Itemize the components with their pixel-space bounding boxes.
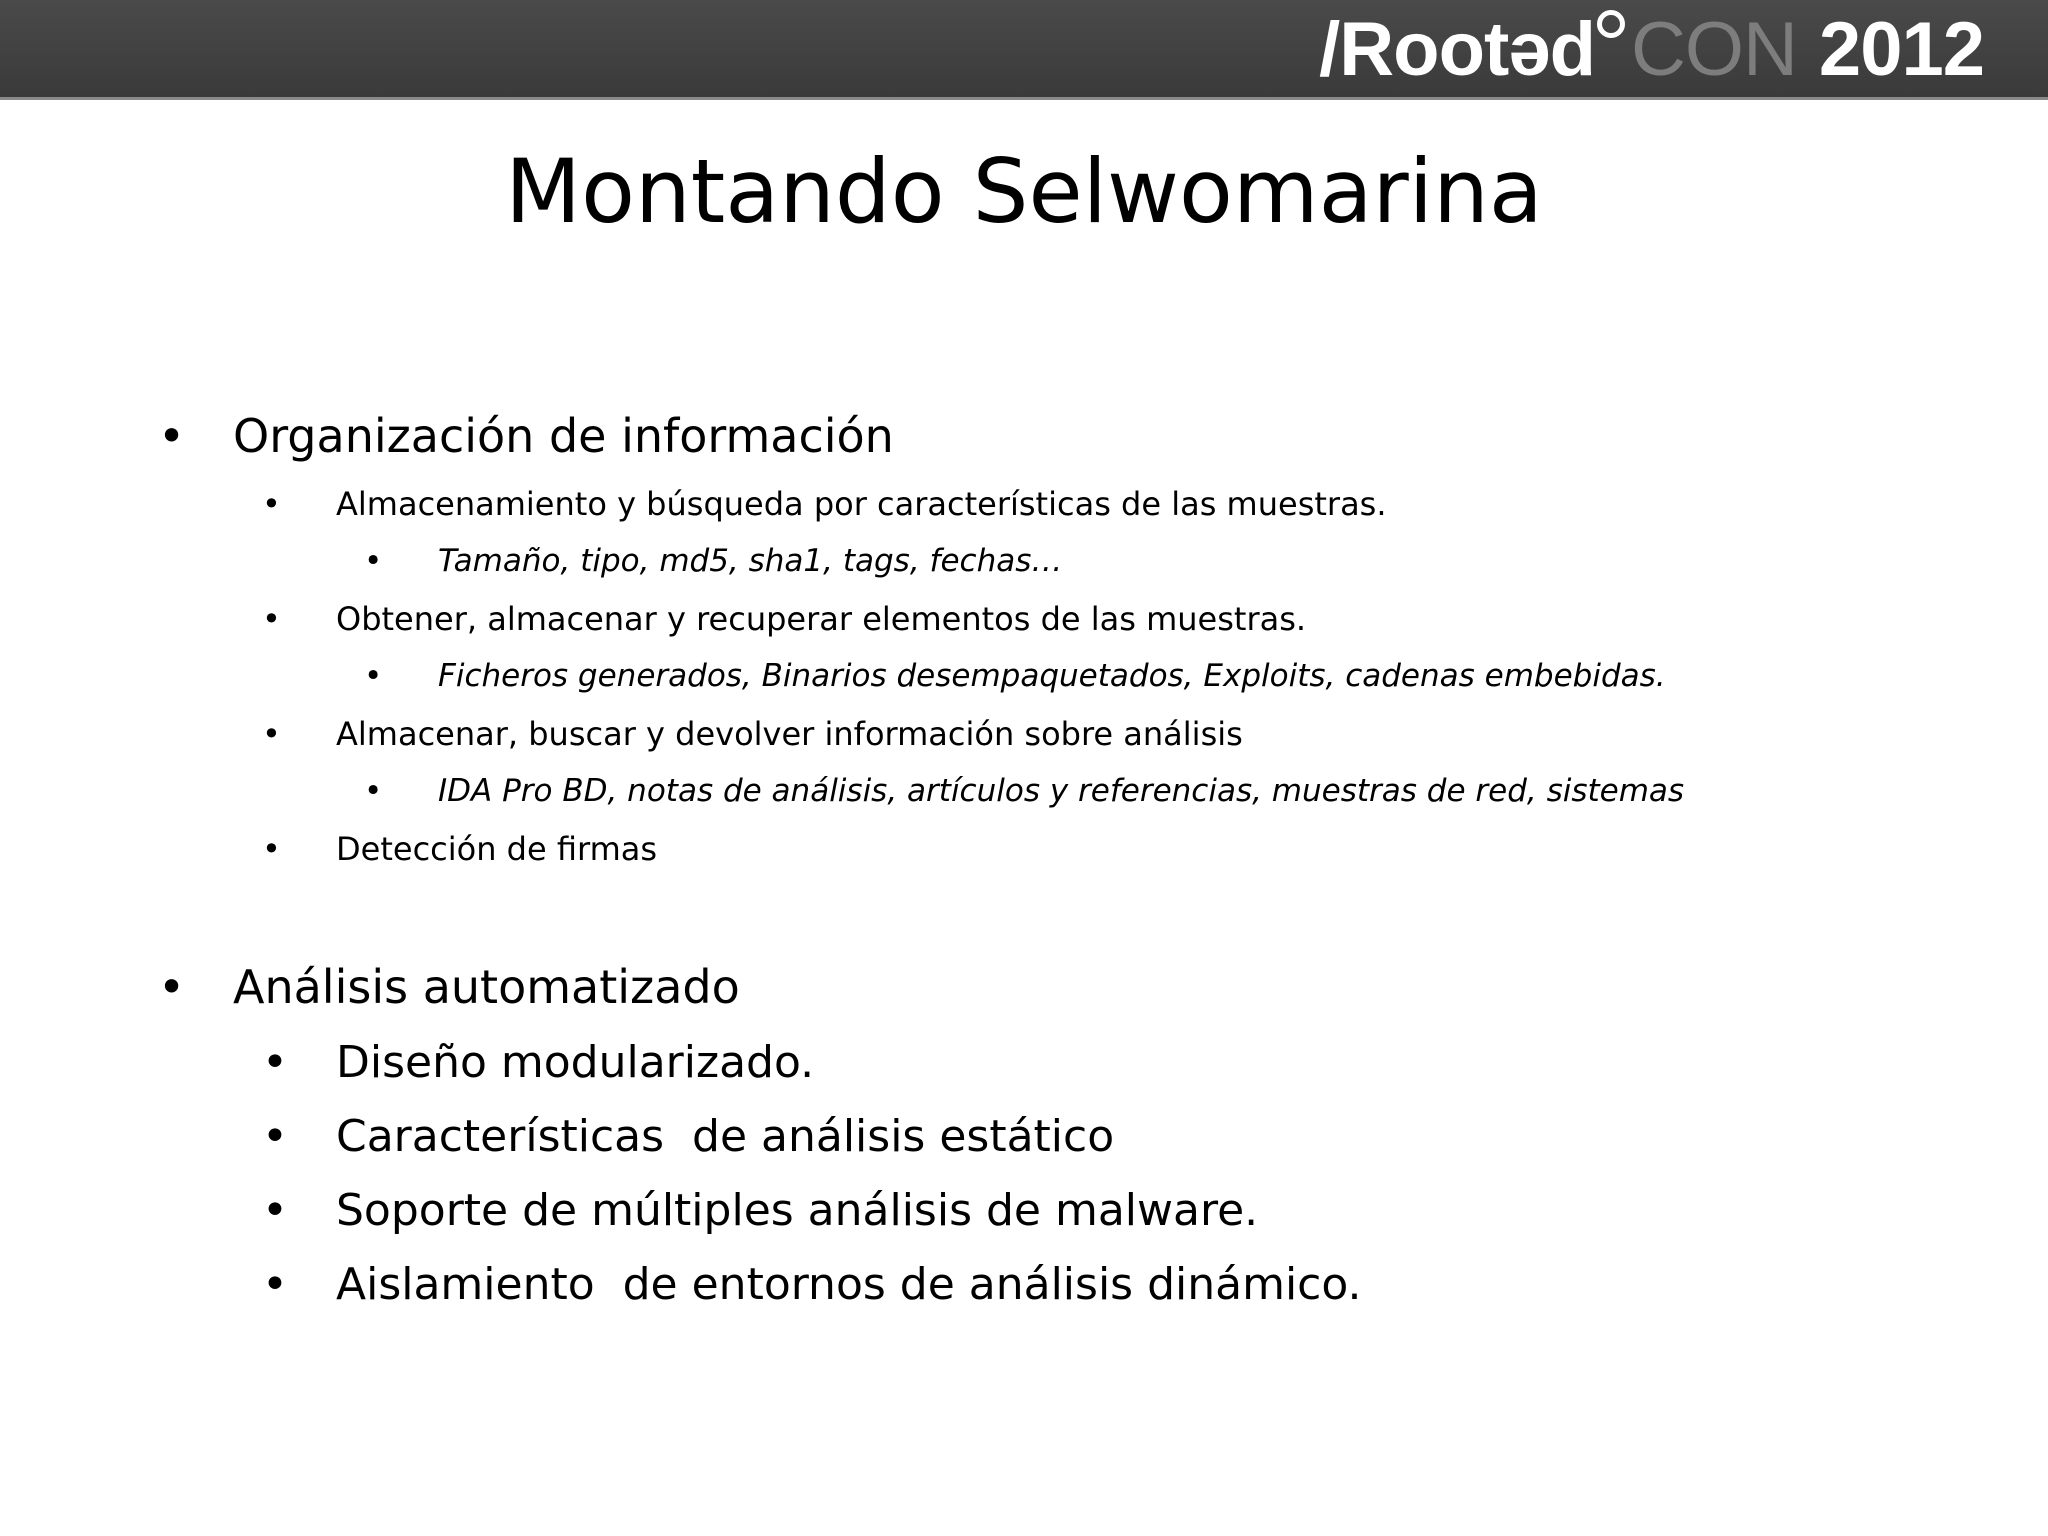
bullet-glyph: • xyxy=(262,1185,288,1236)
bullet-glyph: • xyxy=(364,658,383,694)
bullet-text: Análisis automatizado xyxy=(233,960,740,1014)
slide-title: Montando Selwomarina xyxy=(505,140,1543,243)
header-bar xyxy=(0,0,2048,100)
bullet-ida-pro xyxy=(364,773,1684,809)
bullet-soporte xyxy=(262,1185,1258,1236)
bullet-text: Detección de firmas xyxy=(336,830,658,868)
bullet-glyph: • xyxy=(364,773,383,809)
bullet-glyph: • xyxy=(158,409,186,463)
bullet-obtener xyxy=(262,600,1306,638)
logo-ring-icon xyxy=(1597,10,1625,38)
bullet-text: Diseño modularizado. xyxy=(336,1037,815,1088)
logo-year-text: 2012 xyxy=(1818,7,1984,92)
logo-rooted-text: /Rootəd xyxy=(1319,7,1596,92)
bullet-tamano xyxy=(364,543,1062,579)
bullet-almacenar xyxy=(262,715,1243,753)
bullet-deteccion xyxy=(262,830,657,868)
bullet-glyph: • xyxy=(364,543,383,579)
bullet-glyph: • xyxy=(158,960,186,1014)
bullet-glyph: • xyxy=(262,830,281,868)
bullet-organizacion xyxy=(158,409,894,463)
bullet-glyph: • xyxy=(262,715,281,753)
rootedcon-logo xyxy=(1319,7,1984,92)
bullet-glyph: • xyxy=(262,1259,288,1310)
bullet-text: Aislamiento de entornos de análisis dinámico. xyxy=(336,1259,1362,1310)
bullet-glyph: • xyxy=(262,600,281,638)
bullet-text: Tamaño, tipo, md5, sha1, tags, fechas… xyxy=(438,543,1063,579)
bullet-text: Soporte de múltiples análisis de malware. xyxy=(336,1185,1259,1236)
logo-con-text: CON xyxy=(1631,7,1797,92)
bullet-text: Almacenamiento y búsqueda por características de las muestras. xyxy=(336,485,1387,523)
bullet-text: Obtener, almacenar y recuperar elementos de las muestras. xyxy=(336,600,1307,638)
bullet-glyph: • xyxy=(262,1111,288,1162)
bullet-text: Organización de información xyxy=(233,409,894,463)
bullet-text: IDA Pro BD, notas de análisis, artículos y referencias, muestras de red, sistemas xyxy=(438,773,1685,809)
bullet-glyph: • xyxy=(262,485,281,523)
bullet-caracteristicas xyxy=(262,1111,1114,1162)
bullet-analisis-automatizado xyxy=(158,960,740,1014)
bullet-glyph: • xyxy=(262,1037,288,1088)
bullet-ficheros xyxy=(364,658,1666,694)
bullet-almacenamiento xyxy=(262,485,1387,523)
bullet-text: Ficheros generados, Binarios desempaquetados, Exploits, cadenas embebidas. xyxy=(438,658,1666,694)
bullet-aislamiento xyxy=(262,1259,1362,1310)
bullet-text: Almacenar, buscar y devolver información sobre análisis xyxy=(336,715,1243,753)
bullet-text: Características de análisis estático xyxy=(336,1111,1115,1162)
bullet-diseno xyxy=(262,1037,814,1088)
